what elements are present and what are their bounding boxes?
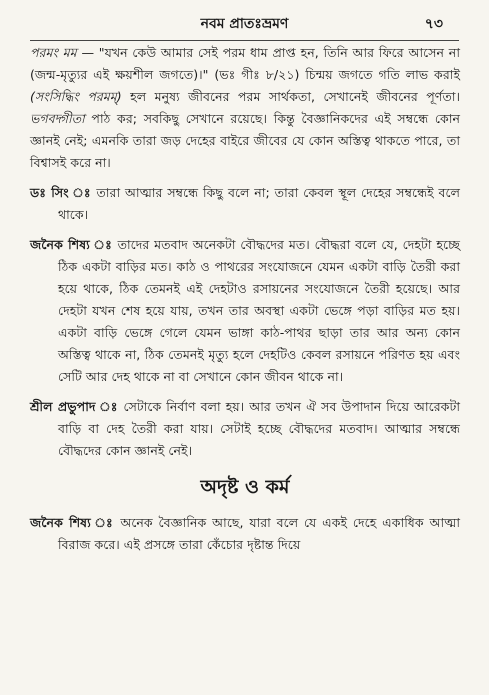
speaker-label: জনৈক শিষ্য ঃ xyxy=(30,515,115,530)
page-header xyxy=(0,10,489,34)
dialogue-paragraph xyxy=(30,512,460,556)
running-title: নবম প্রাতঃভ্রমণ xyxy=(200,16,289,32)
speaker-label: শ্রীল প্রভুপাদ ঃ xyxy=(30,399,119,414)
dialogue-text: অনেক বৈজ্ঞানিক আছে, যারা বলে যে একই দেহে একাধিক আত্মা বিরাজ করে। এই প্রসঙ্গে তারা কেঁচোর দৃষ্টান্ত দিয়ে xyxy=(58,515,460,552)
dialogue-text: সেটাকে নির্বাণ বলা হয়। আর তখন ঐ সব উপাদান দিয়ে আরেকটা বাড়ি বা দেহ তৈরী করা যায়। সেটাই হচ্ছে বৌদ্ধদের মতবাদ। আত্মার সম্বন্ধে বৌদ্ধদের কোন জ্ঞানই নেই। xyxy=(58,399,460,458)
paragraph-text: — "যখন কেউ আমার সেই পরম ধাম প্রাপ্ত হন, তিনি আর ফিরে আসেন না (জন্ম-মৃত্যুর এই ক্ষয়শীল জগতে)।" (ভঃ গীঃ ৮/২১) চিন্ময় জগতে গতি লাভ করাই xyxy=(30,45,460,82)
book-title: ভগবদ্গীতা xyxy=(30,111,85,126)
header-rule xyxy=(30,40,459,41)
paragraph-text: হল মনুষ্য জীবনের পরম সার্থকতা, সেখানেই জীবনের পূর্ণতা। xyxy=(130,89,460,104)
dialogue-paragraph xyxy=(30,234,460,388)
dialogue-paragraph xyxy=(30,182,460,226)
verse-quote: পরমং মম xyxy=(30,45,77,60)
italic-phrase: (সংসিদ্ধিং পরমম্) xyxy=(30,89,122,104)
paragraph-text: পাঠ কর; সবকিছু সেখানে রয়েছে। কিন্তু বৈজ্ঞানিকদের এই সম্বন্ধে কোন জ্ঞানই নেই; এমনকি তারা জড় দেহের বাইরে জীবের যে কোন অস্তিত্ব থাকতে পারে, তা বিশ্বাসই করে না। xyxy=(30,111,460,170)
speaker-label: ডঃ সিং ঃ xyxy=(30,185,92,200)
dialogue-paragraph xyxy=(30,396,460,462)
speaker-label: জনৈক শিষ্য ঃ xyxy=(30,237,113,252)
section-heading: অদৃষ্ট ও কর্ম xyxy=(200,476,290,498)
page-number: ৭৩ xyxy=(424,16,443,32)
dialogue-text: তাদের মতবাদ অনেকটা বৌদ্ধদের মত। বৌদ্ধরা বলে যে, দেহটা হচ্ছে ঠিক একটা বাড়ির মত। কাঠ ও পাথরের সংযোজনে যেমন একটা বাড়ি তৈরী করা হয়ে থাকে, ঠিক তেমনই এই দেহটাও রসায়নের সংযোজনে তৈরী হয়েছে। আর দেহটা যখন শেষ হয়ে যায়, তখন তার অবস্থা একটা ভেঙ্গে পড়া বাড়ির মত হয়। একটা বাড়ি ভেঙ্গে গেলে যেমন ভাঙ্গা কাঠ-পাথর ছাড়া তার আর অন্য কোন অস্তিত্ব থাকে না, ঠিক তেমনই মৃত্যু হলে দেহটিও কেবল রসায়নে পরিণত হয় এবং সেটি আর দেহ থাকে না বা সেখানে কোন জীবন থাকে না। xyxy=(58,237,460,384)
page-body xyxy=(30,42,460,564)
dialogue-text: তারা আত্মার সম্বন্ধে কিছু বলে না; তারা কেবল স্থূল দেহের সম্বন্ধেই বলে থাকে। xyxy=(58,185,460,222)
paragraph-verse-translation xyxy=(30,42,460,174)
